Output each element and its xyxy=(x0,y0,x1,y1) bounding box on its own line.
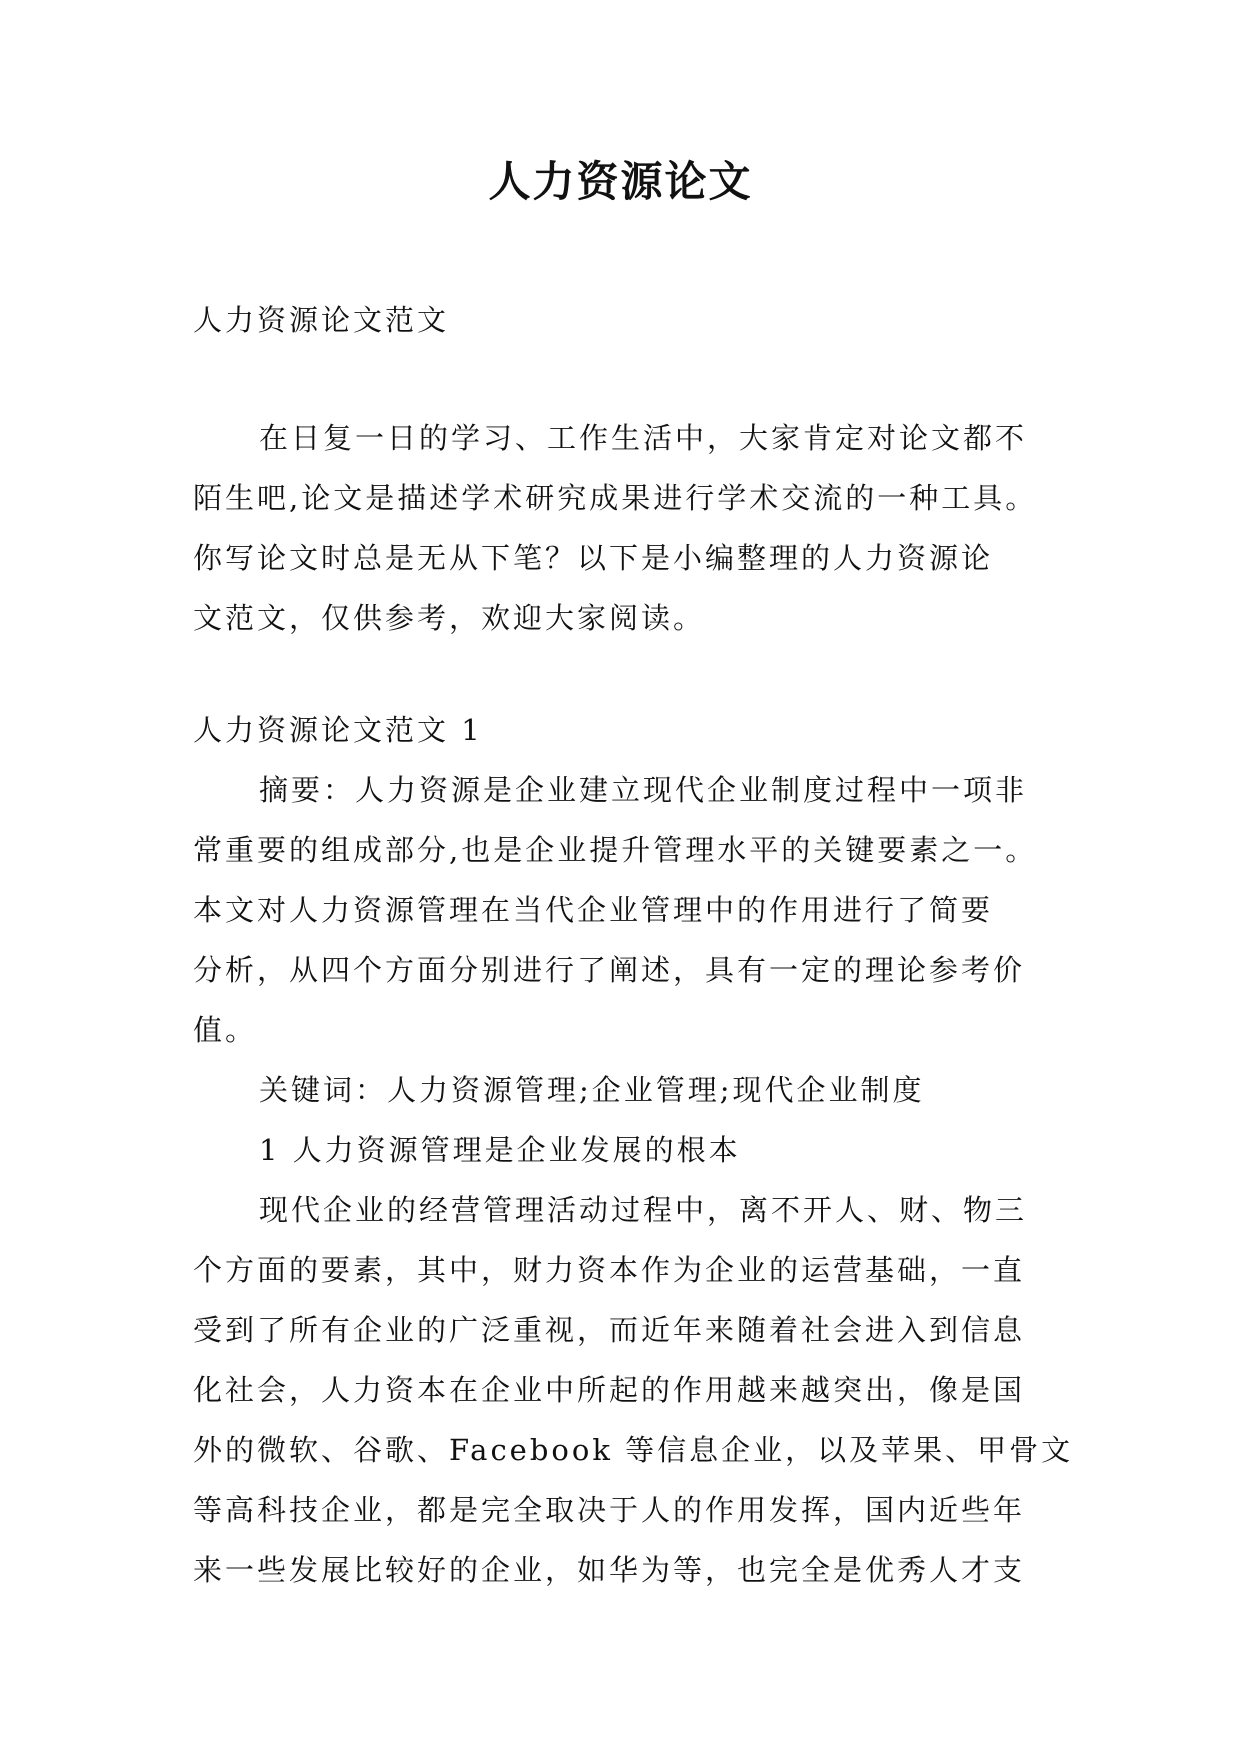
paragraph-line: 个方面的要素，其中，财力资本作为企业的运营基础，一直 xyxy=(193,1253,1026,1287)
paragraph-line: 常重要的组成部分,也是企业提升管理水平的关键要素之一。 xyxy=(193,833,1038,867)
section-heading: 人力资源论文范文 1 xyxy=(193,713,483,747)
subtitle: 人力资源论文范文 xyxy=(193,303,450,337)
paragraph-line: 受到了所有企业的广泛重视，而近年来随着社会进入到信息 xyxy=(193,1313,1026,1347)
paragraph-line: 现代企业的经营管理活动过程中，离不开人、财、物三 xyxy=(259,1193,1028,1227)
abstract-paragraph xyxy=(193,760,1059,1060)
paragraph-line: 外的微软、谷歌、Facebook 等信息企业，以及苹果、甲骨文 xyxy=(193,1433,1074,1467)
body-paragraph xyxy=(193,1180,1074,1600)
paragraph-line: 摘要：人力资源是企业建立现代企业制度过程中一项非 xyxy=(259,773,1028,807)
paragraph-line: 本文对人力资源管理在当代企业管理中的作用进行了简要 xyxy=(193,893,994,927)
keywords-line: 关键词：人力资源管理;企业管理;现代企业制度 xyxy=(259,1073,925,1107)
document-body xyxy=(193,290,1074,1600)
paragraph-line: 陌生吧,论文是描述学术研究成果进行学术交流的一种工具。 xyxy=(193,481,1038,515)
paragraph-line: 来一些发展比较好的企业，如华为等，也完全是优秀人才支 xyxy=(193,1553,1026,1587)
document-title: 人力资源论文 xyxy=(488,157,753,206)
paragraph-line: 等高科技企业，都是完全取决于人的作用发挥，国内近些年 xyxy=(193,1493,1026,1527)
point-heading: 1 人力资源管理是企业发展的根本 xyxy=(259,1133,741,1167)
paragraph-line: 在日复一日的学习、工作生活中，大家肯定对论文都不 xyxy=(259,421,1028,455)
paragraph-line: 分析，从四个方面分别进行了阐述，具有一定的理论参考价 xyxy=(193,953,1026,987)
paragraph-line: 你写论文时总是无从下笔？以下是小编整理的人力资源论 xyxy=(193,541,994,575)
paragraph-line: 文范文，仅供参考，欢迎大家阅读。 xyxy=(193,601,706,635)
paragraph-line: 值。 xyxy=(193,1013,258,1047)
intro-paragraph xyxy=(193,408,1059,648)
paragraph-line: 化社会，人力资本在企业中所起的作用越来越突出，像是国 xyxy=(193,1373,1026,1407)
